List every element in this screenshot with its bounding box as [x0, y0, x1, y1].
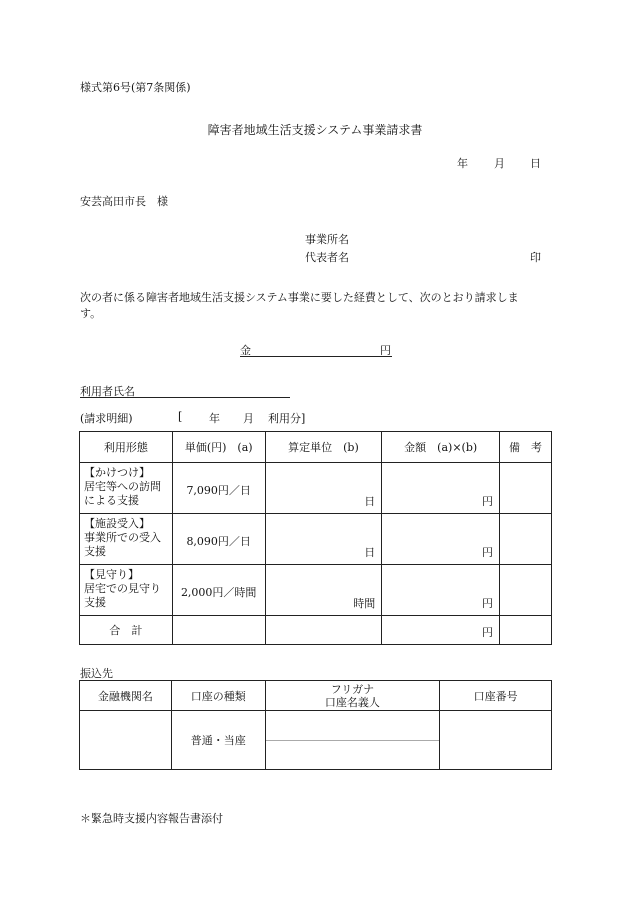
detail-year: 年 — [209, 412, 220, 425]
usage-type-desc1: 居宅での見守り — [84, 582, 161, 595]
total-label: 合 計 — [80, 616, 173, 645]
representative-label: 代表者名 — [305, 251, 349, 264]
total-empty-cell — [172, 616, 265, 645]
amount-unit: 円 — [482, 495, 494, 508]
usage-type-desc2: 支援 — [84, 545, 106, 558]
total-amount-cell — [382, 616, 500, 645]
header-account-number: 口座番号 — [440, 681, 552, 711]
office-name-label: 事業所名 — [305, 233, 349, 246]
date-month: 月 — [494, 157, 505, 170]
amount-cell — [382, 565, 500, 616]
detail-label: (請求明細) — [80, 412, 133, 425]
header-account-holder — [265, 681, 440, 711]
amount-underline — [240, 342, 392, 357]
table-row — [80, 565, 552, 616]
unit-price-value: 2,000円／時間 — [172, 565, 265, 616]
total-amount-unit: 円 — [482, 626, 494, 639]
total-row — [80, 616, 552, 645]
calc-unit-cell — [265, 565, 382, 616]
usage-type-cell — [80, 463, 173, 514]
amount-cell — [382, 514, 500, 565]
table-header-row — [80, 432, 552, 463]
header-calc-unit: 算定単位 (b) — [265, 432, 382, 463]
detail-bracket-open: [ — [178, 410, 183, 423]
bank-header-row — [80, 681, 552, 711]
usage-type-name: 【かけつけ】 — [84, 466, 150, 479]
date-year: 年 — [457, 157, 468, 170]
bank-name-cell — [80, 711, 172, 770]
calc-unit-value: 日 — [364, 546, 376, 559]
header-bank-name: 金融機関名 — [80, 681, 172, 711]
header-unit-price: 単価(円) (a) — [172, 432, 265, 463]
addressee: 安芸高田市長 様 — [80, 195, 168, 208]
amount-unit: 円 — [482, 597, 494, 610]
usage-type-desc1: 居宅等への訪問 — [84, 480, 161, 493]
table-row — [80, 463, 552, 514]
account-holder-label: 口座名義人 — [324, 695, 380, 709]
page-title: 障害者地域生活支援システム事業請求書 — [207, 123, 423, 137]
header-usage-type: 利用形態 — [80, 432, 173, 463]
amount-unit: 円 — [482, 546, 494, 559]
remarks-cell — [500, 514, 552, 565]
unit-price-value: 8,090円／日 — [172, 514, 265, 565]
header-remarks: 備 考 — [500, 432, 552, 463]
date-day: 日 — [530, 157, 541, 170]
user-name-label: 利用者氏名 — [80, 385, 135, 398]
user-name-underline — [80, 383, 290, 398]
account-holder-cell — [265, 711, 440, 770]
usage-type-cell — [80, 514, 173, 565]
attachment-note: ＊緊急時支援内容報告書添付 — [80, 812, 223, 825]
body-text-line1: 次の者に係る障害者地域生活支援システム事業に要した経費として、次のとおり請求しま — [80, 291, 519, 304]
transfer-label: 振込先 — [80, 667, 113, 680]
total-empty-cell — [265, 616, 382, 645]
bank-account-table — [79, 680, 552, 770]
form-number: 様式第6号(第7条関係) — [80, 81, 191, 94]
remarks-cell — [500, 565, 552, 616]
usage-type-name: 【見守り】 — [84, 568, 139, 581]
detail-month: 月 — [243, 412, 254, 425]
calc-unit-value: 日 — [364, 495, 376, 508]
usage-type-name: 【施設受入】 — [84, 517, 150, 530]
usage-type-cell — [80, 565, 173, 616]
bank-data-row — [80, 711, 552, 770]
calc-unit-cell — [265, 514, 382, 565]
total-remarks-cell — [500, 616, 552, 645]
table-row — [80, 514, 552, 565]
amount-yen: 円 — [380, 344, 391, 357]
furigana-divider — [266, 740, 440, 741]
billing-detail-table — [79, 431, 552, 645]
unit-price-value: 7,090円／日 — [172, 463, 265, 514]
account-number-cell — [440, 711, 552, 770]
header-account-type: 口座の種類 — [171, 681, 265, 711]
amount-cell — [382, 463, 500, 514]
remarks-cell — [500, 463, 552, 514]
amount-kin: 金 — [240, 344, 251, 357]
furigana-label: フリガナ — [330, 682, 375, 696]
header-amount: 金額 (a)×(b) — [382, 432, 500, 463]
account-type-value: 普通・当座 — [171, 711, 265, 770]
detail-usage: 利用分] — [268, 412, 306, 425]
body-text-line2: す。 — [80, 307, 102, 320]
calc-unit-value: 時間 — [353, 597, 376, 610]
seal-mark: 印 — [530, 251, 541, 264]
usage-type-desc2: による支援 — [84, 494, 139, 507]
usage-type-desc1: 事業所での受入 — [84, 531, 161, 544]
calc-unit-cell — [265, 463, 382, 514]
usage-type-desc2: 支援 — [84, 596, 106, 609]
